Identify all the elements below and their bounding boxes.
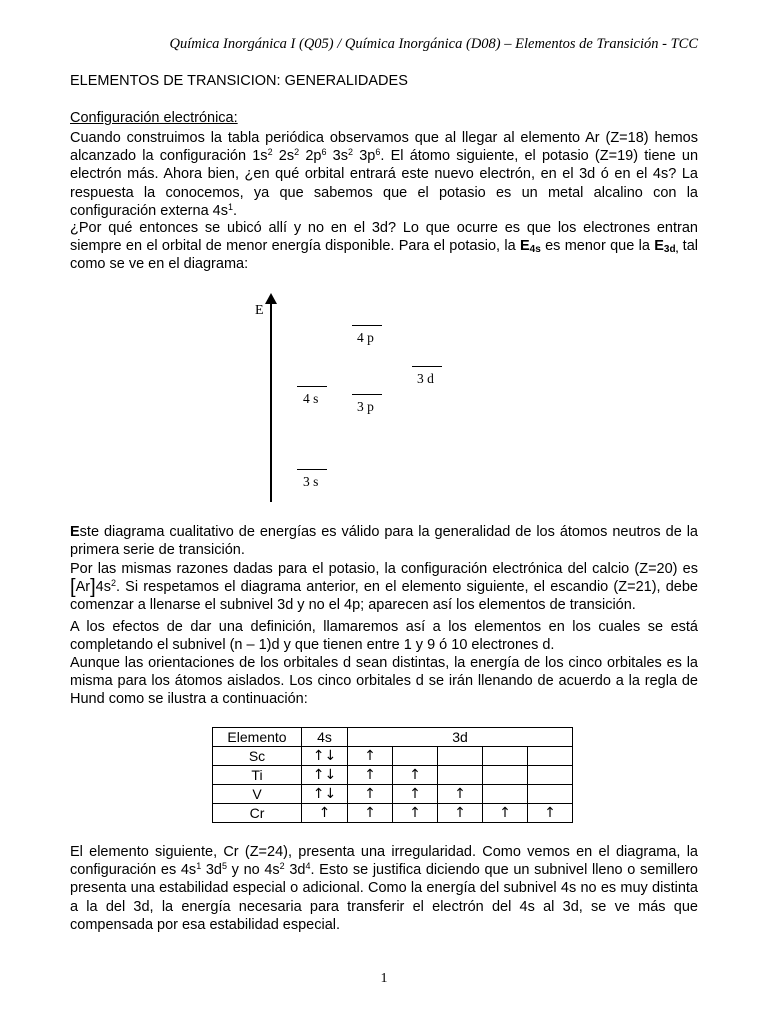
paragraph-2: ¿Por qué entonces se ubicó allí y no en el 3d? Lo que ocurre es que los electrones entran siempre en el orbital de menor energía disponible. Para el potasio, la $E_{4s}$ es menor que la $E_{3d,}$ tal como se ve en el diagrama:	[70, 220, 698, 273]
element-cell: Sc	[213, 747, 302, 766]
table-row	[213, 785, 573, 804]
orbital-3d-cell	[528, 785, 573, 804]
paragraph-6: Aunque las orientaciones de los orbitales d sean distintas, la energía de los cinco orbitales es la misma para los átomos aislados. Los cinco orbitales d se irán llenando de acuerdo a la regla de Hund como se ilustra a continuación:	[70, 655, 698, 708]
orbital-3d-cell	[528, 766, 573, 785]
orbital-3d-cell: ↑	[393, 804, 438, 823]
orbital-3d-cell: ↑	[348, 785, 393, 804]
element-cell: Cr	[213, 804, 302, 823]
table-row	[213, 804, 573, 823]
level-line-4s	[297, 386, 327, 387]
paragraph-5: A los efectos de dar una definición, llamaremos así a los elementos en los cuales se está completando el subnivel (n – 1)d y que tienen entre 1 y 9 ó 10 electrones d.	[70, 619, 698, 654]
table-row	[213, 766, 573, 785]
orbital-4s-cell: ↑	[302, 804, 348, 823]
section-heading: Configuración electrónica:	[70, 110, 238, 126]
orbital-3d-cell: ↑	[438, 785, 483, 804]
running-header: Química Inorgánica I (Q05) / Química Inorgánica (D08) – Elementos de Transición - TCC	[169, 36, 698, 52]
level-line-4p	[352, 325, 382, 326]
orbital-3d-cell: ↑	[393, 766, 438, 785]
orbital-3d-cell: ↑	[483, 804, 528, 823]
orbital-3d-cell	[438, 766, 483, 785]
header-elemento: Elemento	[213, 728, 302, 747]
energy-axis	[270, 302, 272, 502]
orbital-3d-cell: ↑	[528, 804, 573, 823]
energy-axis-label: E	[255, 303, 264, 318]
paragraph-4: Por las mismas razones dadas para el potasio, la configuración electrónica del calcio (Z=20) es $[Ar]4s^2$. Si respetamos el diagrama anterior, en el elemento siguiente, el escandio (Z=21), debe comenzar a llenarse el subnivel 3d y no el 4p; aparecen así los elementos de transición.	[70, 561, 698, 614]
paragraph-3: Este diagrama cualitativo de energías es válido para la generalidad de los átomos neutros de la primera serie de transición.	[70, 524, 698, 559]
level-label-3s: 3 s	[303, 474, 319, 489]
orbital-3d-cell: ↑	[438, 804, 483, 823]
energy-axis-arrow	[265, 293, 277, 304]
element-cell: V	[213, 785, 302, 804]
orbital-3d-cell	[483, 747, 528, 766]
level-line-3d	[412, 366, 442, 367]
page-number: 1	[380, 971, 388, 986]
orbital-3d-cell	[528, 747, 573, 766]
orbital-4s-cell: ↑↓	[302, 785, 348, 804]
orbital-3d-cell	[393, 747, 438, 766]
level-label-4p: 4 p	[357, 330, 374, 345]
element-cell: Ti	[213, 766, 302, 785]
orbital-4s-cell: ↑↓	[302, 747, 348, 766]
orbital-3d-cell	[438, 747, 483, 766]
level-line-3p	[352, 394, 382, 395]
orbital-table	[212, 727, 573, 823]
orbital-3d-cell: ↑	[348, 766, 393, 785]
orbital-3d-cell: ↑	[348, 804, 393, 823]
orbital-4s-cell: ↑↓	[302, 766, 348, 785]
orbital-3d-cell: ↑	[348, 747, 393, 766]
paragraph-1: Cuando construimos la tabla periódica observamos que al llegar al elemento Ar (Z=18) hemos alcanzado la configuración $1s^2$ $2s^2$ $2p^6$ $3s^2$ $3p^6$. El átomo siguiente, el potasio (Z=19) tiene un electrón más. Ahora bien, ¿en qué orbital entrará este nuevo electrón, en el 3d ó en el 4s? La respuesta la conocemos, ya que sabemos que el potasio es un metal alcalino con la configuración externa $4s^1$.	[70, 130, 699, 219]
level-label-4s: 4 s	[303, 391, 319, 406]
orbital-3d-cell	[483, 766, 528, 785]
level-label-3p: 3 p	[357, 399, 374, 414]
orbital-3d-cell	[483, 785, 528, 804]
table-header-row	[213, 728, 573, 747]
paragraph-7: El elemento siguiente, Cr (Z=24), presenta una irregularidad. Como vemos en el diagrama, la configuración es $4s^1$ $3d^5$ y no $4s^2$ $3d^4$. Esto se justifica diciendo que un subnivel lleno o semillero presenta una estabilidad especial o adicional. Como la energía del subnivel 4s no es muy distinta a la del 3d, la energía necesaria para transferir el electrón del 4s al 3d, se ve más que compensada por esa estabilidad especial.	[70, 844, 698, 933]
header-3d: 3d	[348, 728, 573, 747]
orbital-3d-cell: ↑	[393, 785, 438, 804]
header-4s: 4s	[302, 728, 348, 747]
level-line-3s	[297, 469, 327, 470]
page-title: ELEMENTOS DE TRANSICION: GENERALIDADES	[70, 73, 408, 89]
level-label-3d: 3 d	[417, 371, 434, 386]
table-row	[213, 747, 573, 766]
